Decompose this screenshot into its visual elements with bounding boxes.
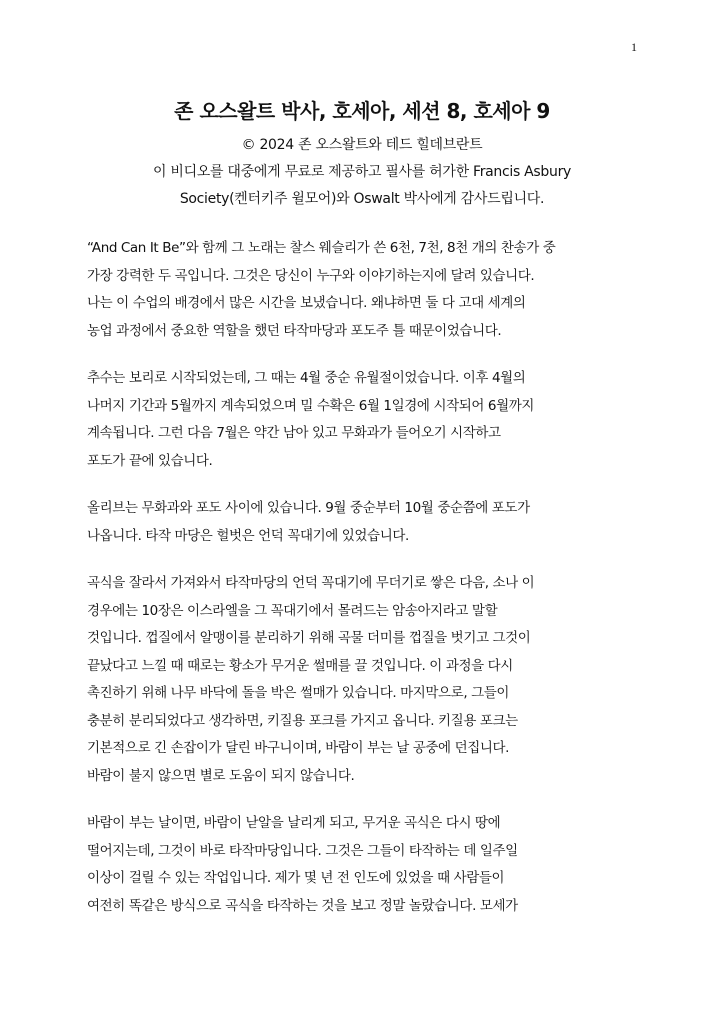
paragraph-1 xyxy=(87,235,647,345)
text-line: 떨어지는데, 그것이 바로 타작마당입니다. 그것은 그들이 타작하는 데 일주일 xyxy=(87,842,518,859)
paragraph-5 xyxy=(87,810,647,920)
text-line: 나는 이 수업의 배경에서 많은 시간을 보냈습니다. 왜냐하면 둘 다 고대 세계의 xyxy=(87,295,526,311)
text-line: 여전히 똑같은 방식으로 곡식을 타작하는 것을 보고 정말 놀랐습니다. 모세가 xyxy=(87,897,518,914)
text-line: 포도가 끝에 있습니다. xyxy=(87,452,213,469)
text-line: 바람이 불지 않으면 별로 도움이 되지 않습니다. xyxy=(87,767,355,784)
text-line: 올리브는 무화과와 포도 사이에 있습니다. 9월 중순부터 10월 중순쯤에 포도가 xyxy=(87,500,530,516)
text-line: 나머지 기간과 5월까지 계속되었으며 밀 수확은 6월 1일경에 시작되어 6월까지 xyxy=(87,397,535,414)
text-line: 나옵니다. 타작 마당은 헐벗은 언덕 꼭대기에 있었습니다. xyxy=(87,527,409,544)
text-line: 이상이 걸릴 수 있는 작업입니다. 제가 몇 년 전 인도에 있었을 때 사람들이 xyxy=(87,870,505,886)
text-line: 기본적으로 긴 손잡이가 달린 바구니이며, 바람이 부는 날 공중에 던집니다. xyxy=(87,740,510,756)
paragraph-4 xyxy=(87,570,647,790)
text-line: 곡식을 잘라서 가져와서 타작마당의 언덕 꼭대기에 무더기로 쌓은 다음, 소나 이 xyxy=(87,575,535,591)
text-line: 충분히 분리되었다고 생각하면, 키질용 포크를 가지고 옵니다. 키질용 포크는 xyxy=(87,712,518,729)
paragraph-3 xyxy=(87,495,647,550)
text-line: 끝났다고 느낄 때 때로는 황소가 무거운 썰매를 끌 것입니다. 이 과정을 다시 xyxy=(87,657,513,674)
acknowledgement-line-1: 이 비디오를 대중에게 무료로 제공하고 필사를 허가한 Francis Asbury xyxy=(152,164,572,180)
text-line: 추수는 보리로 시작되었는데, 그 때는 4월 중순 유월절이었습니다. 이후 4월의 xyxy=(87,370,526,386)
text-line: 촉진하기 위해 나무 바닥에 돌을 박은 썰매가 있습니다. 마지막으로, 그들이 xyxy=(87,685,510,701)
document-title: 존 오스왈트 박사, 호세아, 세션 8, 호세아 9 xyxy=(174,99,550,123)
acknowledgement-line-2: Society(켄터키주 윌모어)와 Oswalt 박사에게 감사드립니다. xyxy=(179,191,545,207)
text-line: 것입니다. 껍질에서 알맹이를 분리하기 위해 곡물 더미를 껍질을 벗기고 그것이 xyxy=(87,630,531,646)
copyright-line: © 2024 존 오스왈트와 테드 힐데브란트 xyxy=(241,137,483,153)
text-line: 가장 강력한 두 곡입니다. 그것은 당신이 누구와 이야기하는지에 달려 있습니다. xyxy=(87,267,535,284)
paragraph-2 xyxy=(87,365,647,475)
text-line: “And Can It Be”와 함께 그 노래는 찰스 웨슬리가 쓴 6천, 7천, 8천 개의 찬송가 중 xyxy=(87,240,556,256)
page-number: 1 xyxy=(631,40,637,54)
document-body xyxy=(87,235,647,940)
text-line: 농업 과정에서 중요한 역할을 했던 타작마당과 포도주 틀 때문이었습니다. xyxy=(87,322,502,339)
text-line: 바람이 부는 날이면, 바람이 낟알을 날리게 되고, 무거운 곡식은 다시 땅에 xyxy=(87,815,501,831)
text-line: 계속됩니다. 그런 다음 7월은 약간 남아 있고 무화과가 들어오기 시작하고 xyxy=(87,425,501,441)
text-line: 경우에는 10장은 이스라엘을 그 꼭대기에서 몰려드는 암송아지라고 말할 xyxy=(87,602,498,619)
